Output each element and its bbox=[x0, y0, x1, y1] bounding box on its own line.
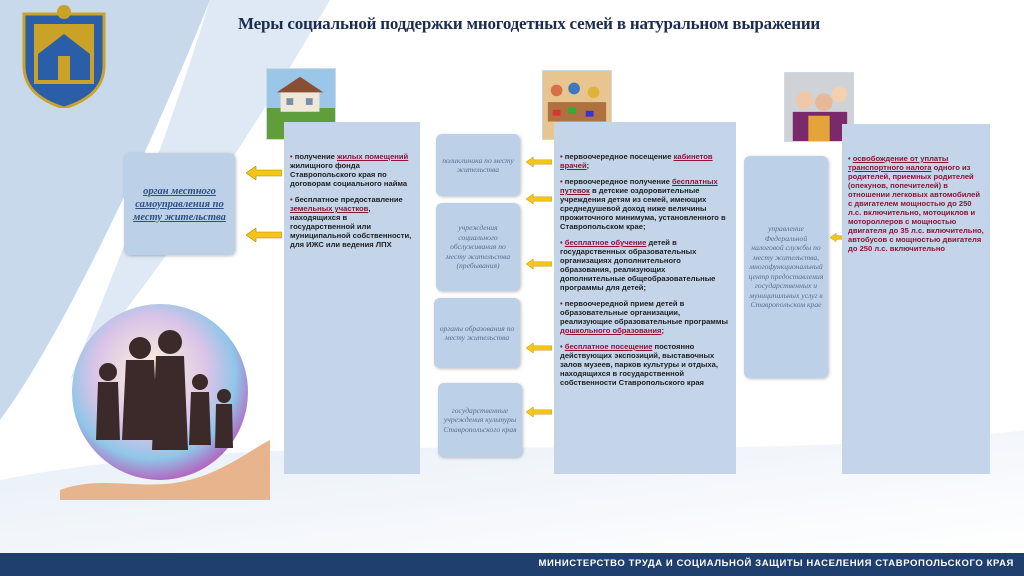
agency-polyclinic: поликлиника по месту жительства bbox=[436, 134, 520, 196]
tax-item: • освобождение от уплаты транспортного налога одного из родителей, приемных родителей (опекунов, попечителей) в отношении легковых автомобилей с двигателем мощностью до 250 л.с. включительно, мотоциклов и мотороллеров с мощностью двигателя до 35 л.с. включительно, автобусов с мощностью двигателя до 250 л.с. включительно bbox=[848, 154, 984, 253]
housing-item-1: • получение жилых помещений жилищного фонда Ставропольского края по договорам социального найма bbox=[290, 152, 409, 188]
arrow-housing-2 bbox=[246, 228, 282, 242]
tax-measures-panel bbox=[842, 124, 990, 474]
children-item-1: • первоочередное посещение кабинетов врачей; bbox=[560, 152, 713, 170]
housing-measures-panel bbox=[284, 122, 420, 474]
arrow-housing-1 bbox=[246, 166, 282, 180]
page-title: Меры социальной поддержки многодетных семей в натуральном выражении bbox=[238, 14, 821, 33]
arrow-children-4 bbox=[526, 342, 552, 354]
agency-social-service: учреждения социального обслуживания по месту жительства (пребывания) bbox=[436, 203, 520, 291]
agency-local-government: орган местного самоуправления по месту жительства bbox=[124, 153, 235, 255]
children-item-5: • бесплатное посещение постоянно действующих экспозиций, выставочных залов музеев, парков культуры и отдыха, находящихся в государственной собственности Ставропольского края bbox=[560, 342, 718, 387]
footer-bar bbox=[0, 553, 1024, 576]
arrow-children-2 bbox=[526, 193, 552, 205]
arrow-children-5 bbox=[526, 406, 552, 418]
family-sphere-illustration bbox=[60, 300, 270, 500]
children-measures-panel bbox=[554, 122, 736, 474]
footer-ministry-name: МИНИСТЕРСТВО ТРУДА И СОЦИАЛЬНОЙ ЗАЩИТЫ НАСЕЛЕНИЯ СТАВРОПОЛЬСКОГО КРАЯ bbox=[538, 558, 1014, 569]
children-item-2: • первоочередное получение бесплатных путевок в детские оздоровительные учреждения детям из семей, имеющих среднедушевой доход ниже величины прожиточного минимума, установленного в Ставропольском крае; bbox=[560, 177, 726, 231]
housing-item-2: • бесплатное предоставление земельных участков, находящихся в государственной или муниципальной собственности, для ИЖС или ведения ЛПХ bbox=[290, 195, 412, 249]
arrow-children-1 bbox=[526, 156, 552, 168]
arrow-children-3 bbox=[526, 258, 552, 270]
children-item-3: • бесплатное обучение детей в государственных образовательных организациях дополнительного образования, реализующих дополнительные общеобразовательные программы для детей; bbox=[560, 238, 716, 292]
agency-education: органы образования по месту жительства bbox=[434, 298, 520, 368]
agency-culture: государственные учреждения культуры Ставропольского края bbox=[438, 383, 522, 457]
children-item-4: • первоочередной прием детей в образовательные организации, реализующие образовательные программы дошкольного образования; bbox=[560, 299, 729, 335]
agency-tax-service: управление Федеральной налоговой службы по месту жительства, многофункциональный центр предоставления государственных и муниципальных услуг в Ставропольском крае bbox=[744, 156, 828, 378]
stavropol-emblem bbox=[18, 4, 110, 108]
